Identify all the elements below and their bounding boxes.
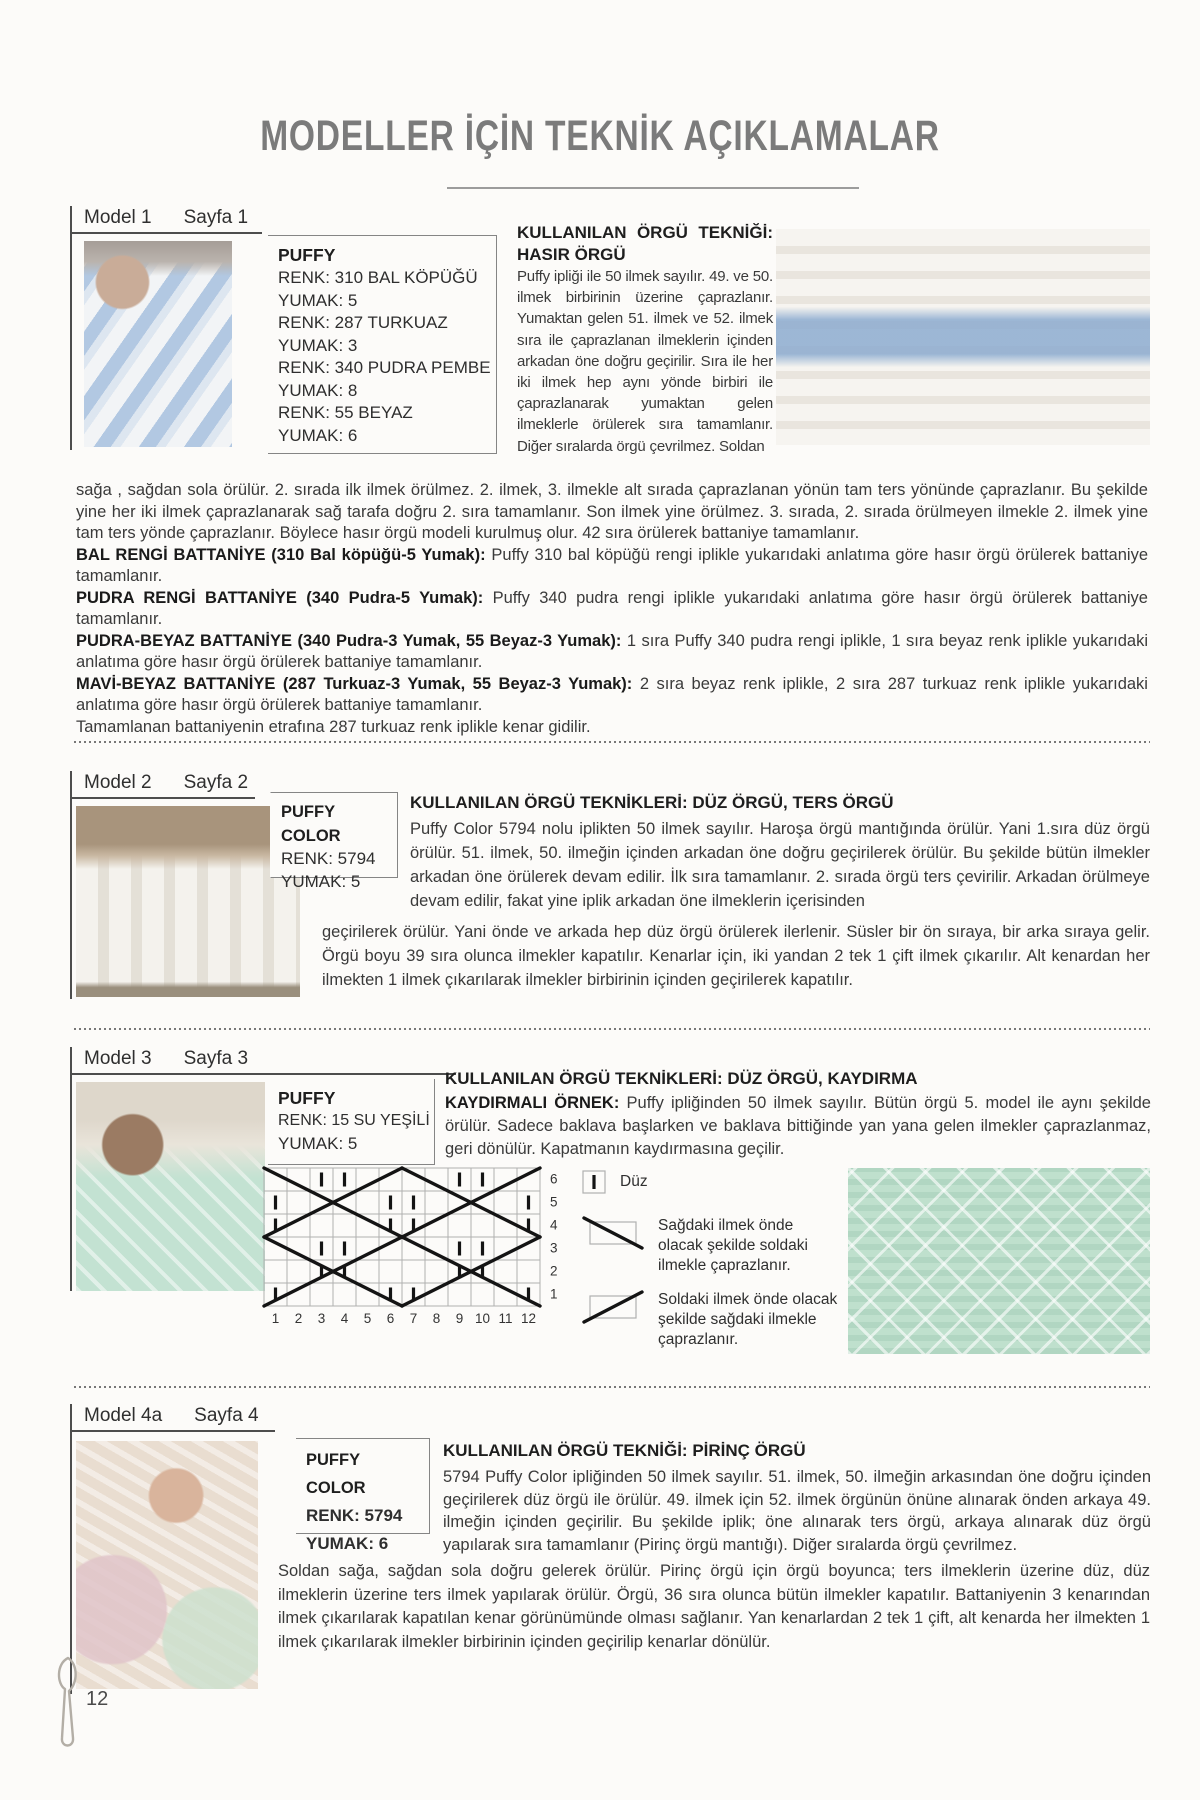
model-4a-header (84, 1405, 259, 1427)
model-2-yarn-box (270, 792, 398, 891)
dotted-separator (74, 1386, 1150, 1388)
yarn-line: YUMAK: 6 (306, 1534, 389, 1553)
model-2-corner-line (70, 771, 72, 999)
svg-text:5: 5 (550, 1194, 558, 1210)
model-1-technique-column (517, 222, 773, 457)
title-underline (447, 187, 859, 189)
svg-text:4: 4 (550, 1217, 558, 1233)
technique-heading: KULLANILAN ÖRGÜ TEKNİĞİ: PİRİNÇ ÖRGÜ (443, 1441, 806, 1460)
svg-text:9: 9 (455, 1311, 464, 1326)
legend-item (582, 1216, 838, 1276)
technique-text: Puffy Color 5794 nolu iplikten 50 ilmek sayılır. Haroşa örgü mantığında örülür. Yani 1.sıra düz örgü örülür. 51. ilmek, 50. ilmeğin içinden arkadan öne doğru geçirilerek örülür. Bu şekilde bütün ilmekler arkadan öne örülerek devam edilir. İlk sıra tamamlanır. 2. sırada örgü ters çevirilir. Arkadan örülmeye devam edilir, fakat yine iplik arkadan öne ilmeklerin içerisinden (410, 820, 1150, 910)
yarn-line: YUMAK: 5 (278, 1133, 358, 1153)
yarn-brand: PUFFY (278, 245, 336, 265)
knitting-chart (262, 1164, 577, 1336)
model-2-header (84, 772, 248, 794)
svg-text:11: 11 (498, 1311, 513, 1326)
model-3-photo (76, 1082, 265, 1291)
model-3-page-ref: Sayfa 3 (183, 1048, 249, 1069)
model-4a-label: Model 4a (84, 1405, 163, 1426)
model-3-corner-line (70, 1047, 72, 1291)
model-4a-technique-continued: Soldan sağa, sağdan sola doğru gelerek örülür. Pirinç örgü için örgü boyunca; ters ilmeklerin üzerine düz, düz ilmeklerin üzerine ters ilmek yapılarak örülür. Örgü, 36 sıra olunca bütün ilmekler kapatılır. Battaniyenin 3 kenarından ilmek çıkarılarak kapatılan kenar görünümünde olması sağlanır. Yan kenarlardan 2 tek 1 çift, alt kenarda her ilmekten 1 ilmek çıkarılarak ilmekler birbirinin içinden geçirilip kenarlar dönülür. (278, 1562, 1150, 1651)
model-1-photo (84, 241, 232, 447)
yarn-line: YUMAK: 8 (278, 380, 358, 400)
model-1-header-underline (70, 232, 262, 234)
stitch-marker-pin-icon (50, 1652, 84, 1762)
yarn-line: RENK: 310 BAL KÖPÜĞÜ (278, 268, 478, 287)
model-3-label: Model 3 (84, 1048, 152, 1069)
yarn-line: YUMAK: 5 (278, 290, 358, 310)
legend-item (582, 1290, 838, 1350)
svg-text:5: 5 (363, 1311, 372, 1326)
paragraph: sağa , sağdan sola örülür. 2. sırada ilk ilmek örülmez. 2. ilmek, 3. ilmekle alt sırada çaprazlanan yönün tam ters yönünde çaprazlanır. Bu şekilde yine her iki ilmek çaprazlanarak sağ tarafa doğru 2. sıra tamamlanır. Son ilmek yine örülmez. 3. sırada, 2. sırada örülmeyen ilmekle 2. ilmek yine tam ters yönde çaprazlanır. Böylece hasır örgü modeli kurulmuş olur. 42 sıra örülerek battaniye tamamlanır. (76, 481, 1148, 542)
cross-right-over-icon (582, 1216, 644, 1250)
svg-text:3: 3 (550, 1240, 558, 1256)
yarn-brand: PUFFY COLOR (306, 1451, 366, 1497)
knit-stitch-icon (582, 1170, 606, 1194)
yarn-line: RENK: 340 PUDRA PEMBE (278, 358, 491, 377)
legend-item (582, 1170, 838, 1194)
model-1-corner-line (70, 206, 72, 450)
svg-text:12: 12 (520, 1311, 537, 1326)
model-1-page-ref: Sayfa 1 (183, 207, 249, 228)
model-1-header (84, 207, 248, 229)
legend-label: Düz (620, 1173, 648, 1190)
svg-text:1: 1 (550, 1286, 558, 1302)
page-title: MODELLER İÇİN TEKNİK AÇIKLAMALAR (260, 112, 940, 160)
yarn-brand: PUFFY COLOR (281, 803, 341, 845)
model-2-technique-continued: geçirilerek örülür. Yani önde ve arkada hep düz örgü örülerek ilerlenir. Süsler bir ön sıraya, bir arka sıraya gelir. Örgü boyu 39 sıra olunca ilmekler kapatılır. Kenarlar için, iki yandan 2 tek 1 çift ilmek çıkarılır. Alt kenardan her ilmekten 1 ilmek çıkarılarak ilmekler birbirinin içinden geçirilerek kapatılır. (322, 923, 1150, 989)
paragraph: PUDRA RENGİ BATTANİYE (340 Pudra-5 Yumak): Puffy 340 pudra rengi iplikle yukarıdaki anlatıma göre hasır örgü örülerek battaniye tamamlanır. (76, 588, 1148, 628)
svg-text:6: 6 (386, 1311, 395, 1326)
model-2-technique-block (410, 792, 1150, 913)
model-2-photo (76, 806, 300, 997)
yarn-line: YUMAK: 3 (278, 335, 358, 355)
dotted-separator (74, 1028, 1150, 1030)
paragraph: BAL RENGİ BATTANİYE (310 Bal köpüğü-5 Yumak): Puffy 310 bal köpüğü rengi iplikle yukarıdaki anlatıma göre hasır örgü örülerek battaniye tamamlanır. (76, 545, 1148, 585)
paragraph: PUDRA-BEYAZ BATTANİYE (340 Pudra-3 Yumak, 55 Beyaz-3 Yumak): 1 sıra Puffy 340 pudra rengi iplikle, 1 sıra beyaz renk iplikle yukarıdaki anlatıma göre hasır örgü örülerek battaniye tamamlanır. (76, 631, 1148, 671)
legend-label: Sağdaki ilmek önde olacak şekilde soldaki ilmekle çaprazlanır. (658, 1217, 808, 1274)
model-4a-header-underline (70, 1430, 275, 1432)
model-2-label: Model 2 (84, 772, 152, 793)
yarn-line: RENK: 5794 (306, 1506, 403, 1525)
dotted-separator (74, 741, 1150, 743)
yarn-line: RENK: 5794 (281, 849, 376, 868)
model-4a-corner-line (70, 1404, 72, 1694)
yarn-line: YUMAK: 6 (278, 425, 358, 445)
svg-text:1: 1 (271, 1311, 280, 1326)
legend-label: Soldaki ilmek önde olacak şekilde sağdaki ilmekle çaprazlanır. (658, 1291, 838, 1348)
svg-text:10: 10 (474, 1311, 491, 1326)
technique-heading: KULLANILAN ÖRGÜ TEKNİKLERİ: DÜZ ÖRGÜ, TERS ÖRGÜ (410, 793, 894, 812)
cross-left-over-icon (582, 1290, 644, 1324)
model-1-yarn-box (268, 235, 497, 454)
svg-text:2: 2 (294, 1311, 303, 1326)
model-3-yarn-box (268, 1079, 435, 1165)
chart-legend (582, 1170, 838, 1364)
yarn-brand: PUFFY (278, 1088, 336, 1108)
model-2-page-ref: Sayfa 2 (183, 772, 249, 793)
svg-text:6: 6 (550, 1171, 558, 1187)
model-4a-yarn-box (296, 1438, 430, 1553)
svg-text:7: 7 (409, 1311, 418, 1326)
model-4a-photo (76, 1441, 258, 1689)
model-3-knit-texture-photo (848, 1168, 1150, 1354)
technique-heading: KULLANILAN ÖRGÜ TEKNİKLERİ: DÜZ ÖRGÜ, KAYDIRMA (445, 1069, 918, 1088)
svg-text:2: 2 (550, 1263, 558, 1279)
technique-text: KAYDIRMALI ÖRNEK: Puffy ipliğinden 50 ilmek sayılır. Bütün örgü 5. model ile aynı şekilde örülür. Sadece baklava başlarken ve baklava bittiğinde yan yana gelen ilmekler çaprazlanmaz, geri dönülür. Kapatmanın kaydırmasına geçilir. (445, 1094, 1151, 1158)
model-3-header (84, 1048, 248, 1070)
model-4a-page-ref: Sayfa 4 (194, 1405, 259, 1426)
paragraph: Tamamlanan battaniyenin etrafına 287 turkuaz renk iplikle kenar gidilir. (76, 717, 591, 736)
model-1-label: Model 1 (84, 207, 152, 228)
svg-text:4: 4 (340, 1311, 349, 1326)
paragraph: MAVİ-BEYAZ BATTANİYE (287 Turkuaz-3 Yumak, 55 Beyaz-3 Yumak): 2 sıra beyaz renk iplikle, 2 sıra 287 turkuaz renk iplikle yukarıdaki anlatıma göre hasır örgü örülerek battaniye tamamlanır. (76, 674, 1148, 714)
svg-text:3: 3 (317, 1311, 326, 1326)
model-4a-technique-block (443, 1440, 1151, 1556)
yarn-line: RENK: 287 TURKUAZ (278, 313, 448, 332)
model-3-technique-block (445, 1068, 1151, 1161)
model-3-header-underline (70, 1073, 456, 1075)
technique-heading-2: HASIR ÖRGÜ (517, 245, 626, 264)
technique-text: 5794 Puffy Color ipliğinden 50 ilmek sayılır. 51. ilmek, 50. ilmeğin arkasından öne doğru içinden geçirilerek düz örgü ile örülür. 49. ilmek için 52. ilmek örgünün önüne alınarak önden arkaya 49. ilmeğin içinden geçirilir. Bu şekilde iplik; öne alınarak ters örgü, arkaya alınarak düz örgü yapılarak sıra tamamlanır (Pirinç örgü mantığı). Diğer sıralarda örgü çevrilmez. (443, 1468, 1151, 1554)
model-2-header-underline (70, 797, 255, 799)
yarn-line: RENK: 15 SU YEŞİLİ (278, 1112, 430, 1129)
model-1-knit-texture-photo (776, 229, 1150, 445)
yarn-line: YUMAK: 5 (281, 871, 361, 891)
technique-text: Puffy ipliği ile 50 ilmek sayılır. 49. ve 50. ilmek birbirinin üzerine çaprazlanır. Yumaktan gelen 51. ilmek ve 52. ilmek sıra ile çaprazlanan ilmeklerin içinden arkadan öne doğru geçirilir. Sıra ile her iki ilmek hep aynı yönde birbiri ile çaprazlanarak yumaktan gelen ilmeklerle örülerek sıra tamamlanır. Diğer sıralarda örgü çevrilmez. Soldan (517, 268, 773, 455)
svg-text:8: 8 (432, 1311, 441, 1326)
technique-heading: KULLANILAN ÖRGÜ TEKNİĞİ: (517, 223, 773, 242)
page-number: 12 (86, 1688, 109, 1710)
yarn-line: RENK: 55 BEYAZ (278, 403, 413, 422)
model-1-paragraphs (76, 480, 1148, 738)
